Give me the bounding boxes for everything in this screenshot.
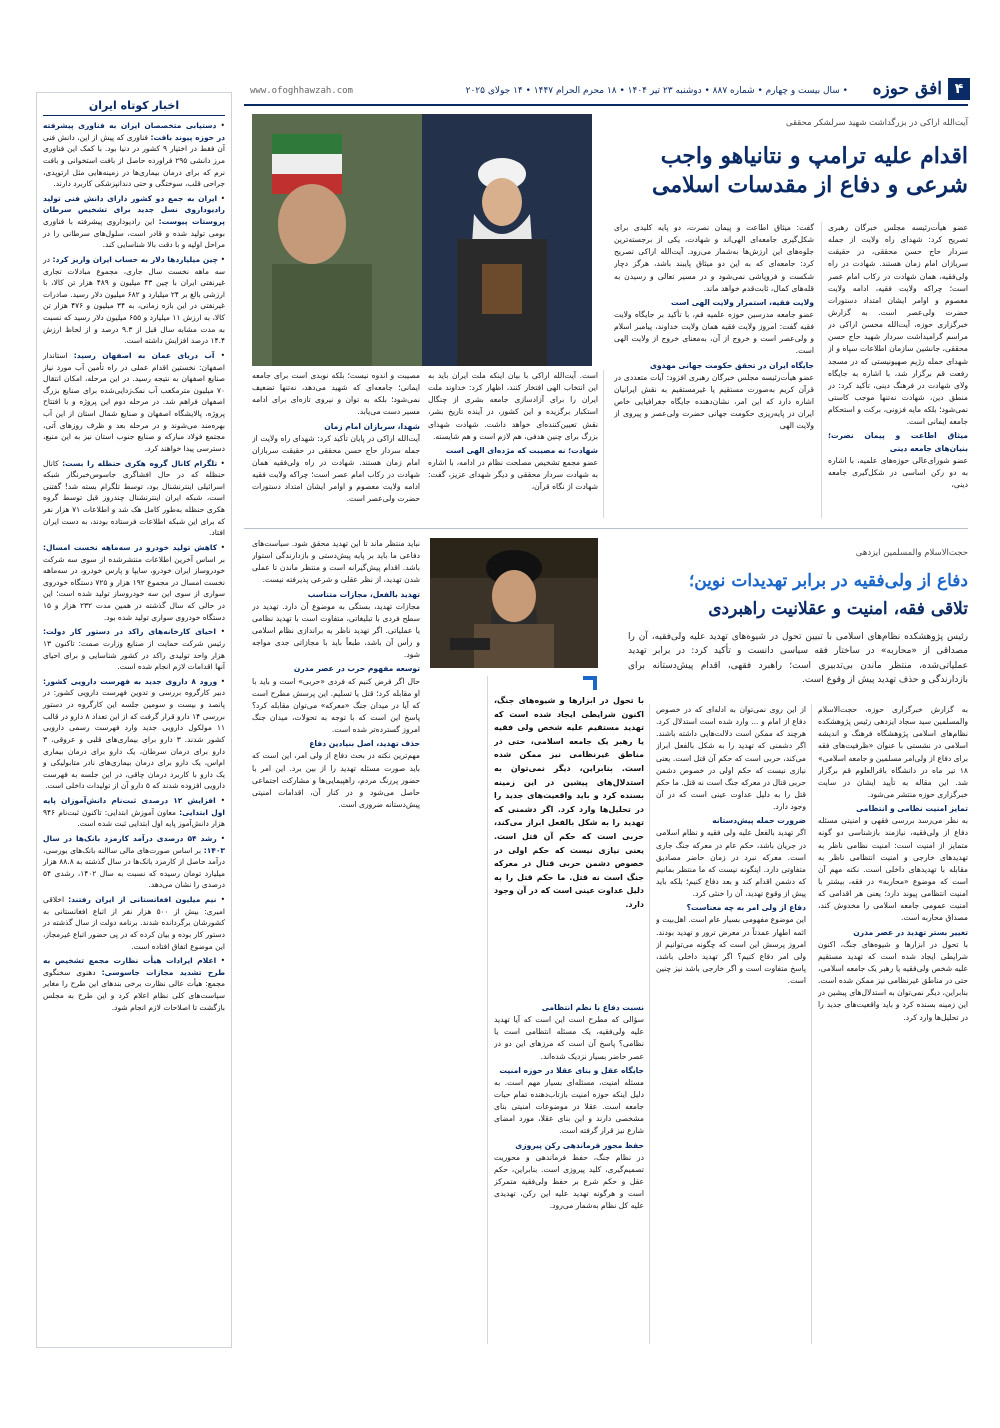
article2-colB: از این روی نمی‌توان به ادله‌ای که در خصوص دفاع از امام و ... وارد شده است استدلال کرد. هرچند که ممکن است دلالت‌هایی داشته باشند. اگر دشمنی که تهدید را به شکل بالفعل ابراز می‌کند، حربی است که حکم آن قتل است. یعنی نیازی نیست که حکم اولی در خصوص دشمن حربی قتال در معرکه جنگ است نه قتل. ما حکم قتل را به دلیل عداوت عینی است که در آن وجود دارد. ضرورت حمله پیش‌دستانه اگر تهدید بالفعل علیه ولی فقیه و نظام اسلامی در جریان باشد، حکم عام در معرکه جنگ جاری است. معرکه نبرد در زمان حاضر مصادیق متفاوتی دارد. اینگونه نیست که ما منتظر بمانیم که دشمن اقدام کند و بعد دفاع کنیم؛ بلکه باید پیش از وقوع تهدید، آن را خنثی کرد. دفاع از ولی امر به چه معناست؟ این موضوع مفهومی بسیار عام است. اهل‌بیت و ائمه اطهار عمدتاً در معرض ترور و تهدید بودند. امروز پرسش این است که چگونه می‌توانیم از ولی امر دفاع کنیم؟ اگر تهدید داخلی باشد، پاسخ متفاوت است و اگر خارجی باشد نیز چنین است. <box>656 705 806 986</box>
news-item-text: اخلاقی امیری: بیش از ۵۰۰ هزار نفر از اتباع افغانستانی به کشورشان برگردانده شدند. برنامه دولت از سال گذشته در دستور کار بوده و بیان کرده که در پی حضور اتباع غیرمجاز، این موضوع اتفاق افتاده است. <box>43 895 225 951</box>
subheading: تهدید بالفعل، مجازات متناسب <box>307 589 420 599</box>
article2-lead: رئیس پژوهشکده نظام‌های اسلامی با تبیین تحول در شیوه‌های تهدید علیه ولی‌فقیه، آن را مصداقی از «محاربه» در ساختار فقه سیاسی دانست و تأکید کرد: در برابر تهدید عملیاتی‌شده، منتظر ماندن بی‌تدبیری است؛ راهبرد فقهی، اقدام پیش‌دستانه برای بازدارندگی و حذف تهدید پیش از وقوع است. <box>628 632 968 686</box>
subheading: ضرورت حمله پیش‌دستانه <box>712 816 806 826</box>
column-divider <box>821 222 822 518</box>
article1-col3: است. آیت‌الله اراکی با بیان اینکه ملت ایران باید به این انتخاب الهی افتخار کنند، اظهار کرد: خداوند ملت ایران را برای آزادسازی جامعه بشری از چنگال استکبار برگزیده و این کشور، در آینده تاریخ بشر، نقش تعیین‌کننده‌ای خواهد داشت. شهادت شهدای بزرگ برای چنین هدفی، هم لازم است و هم شایسته. شهادت؛ نه مصیبت که مژده‌ای الهی است عضو مجمع تشخیص مصلحت نظام در ادامه، با اشاره به شهادت سردار محققی و دیگر شهدای عزیز، گفت: شهادت از نگاه قرآن، <box>428 371 598 492</box>
subheading: شهدا، سربازان امام زمان <box>324 421 420 431</box>
news-item-headline: تلگرام کانال گروه هکری حنظله را بست: <box>62 458 218 468</box>
subheading: دفاع از ولی امر به چه معناست؟ <box>686 903 806 913</box>
subheading: شهادت؛ نه مصیبت که مژده‌ای الهی است <box>445 445 598 455</box>
news-item: • نیم میلیون افغانستانی از ایران رفتند: اخلاقی امیری: بیش از ۵۰۰ هزار نفر از اتباع افغانستانی به کشورشان برگردانده شدند. برنامه دولت از سال گذشته در دستور کار بوده و بیان کرده که در پی حضور اتباع غیرمجاز، این موضوع اتفاق افتاده است. <box>43 895 225 951</box>
news-item: • احیای کارخانه‌های راکد در دستور کار دولت: رئیس شرکت حمایت از صنایع وزارت صمت: تاکنون ۱۳ هزار واحد تولیدی راکد در کشور شناسایی و برای احیای آنها اقدامات لازم انجام شده است. <box>43 627 225 672</box>
article1-photo <box>252 114 592 366</box>
sidebar-title: اخبار کوتاه ایران <box>43 99 225 116</box>
news-item-text: رئیس شرکت حمایت از صنایع وزارت صمت: تاکنون ۱۳ هزار واحد تولیدی راکد در کشور شناسایی و برای احیای آنها اقدامات لازم انجام شده است. <box>43 638 225 672</box>
news-item-text: دبیر کارگروه بررسی و تدوین فهرست دارویی کشور: در پانصد و بیست و سومین جلسه این کارگروه در دستور بررسی ۱۴ دارو قرار گرفت که از این تعداد ۸ دارو در قالب ۱۱ مولکول دارویی جدید وارد فهرست رسمی دارویی کشور شدند. ۳ دارو برای بیماری‌های قلبی و عروقی، ۳ دارو برای درمان سرطان، یک دارو برای درمان بیماری ام‌اس، یک دارو برای درمان بیماری‌های نادر متابولیکی و یک دارو با کاربرد درمان چاقی، در این جلسه به فهرست دارویی افزوده شدند که ۵ دارو آن از تولیدات داخلی است. <box>43 688 225 791</box>
article2-colD: نباید منتظر ماند تا این تهدید محقق شود. سیاست‌های دفاعی ما باید بر پایه پیش‌دستی و بازدارندگی استوار باشد. اقدام پیش‌گیرانه است و منتظر ماندن تا عملی شدن تهدید، از نظر عقلی و شرعی پذیرفته نیست. تهدید بالفعل، مجازات متناسب مجازات تهدید، بستگی به موضوع آن دارد. تهدید در سطح فردی با تبلیغاتی، متفاوت است با تهدید نظامی یا عملیاتی. اگر تهدید ناظر به براندازی نظام اسلامی و رأس آن باشد، طبعاً باید با مجازاتی جدی مواجه شود. توسعه مفهوم حرب در عصر مدرن حال اگر فرض کنیم که فردی «حربی» است و باید با او مقابله کرد؛ قتل یا تسلیم. این پرسش مطرح است که آیا در میدان جنگ «معرکه» می‌توان مقابله کرد؟ پاسخ این است که با توجه به تحولات، میدان جنگ امروز گسترده‌تر شده است. حذف تهدید، اصل بنیادین دفاع مهم‌ترین نکته در بحث دفاع از ولی امر، این است که باید صورت مسئله تهدید را از بین برد. این امر با حضور پررنگ مردم، راهپیمایی‌ها و مشارکت اجتماعی حاصل می‌شود و در کنار آن، اقدامات امنیتی پیش‌دستانه ضروری است. <box>252 539 420 809</box>
news-item-headline: ورود ۸ داروی جدید به فهرست دارویی کشور: <box>43 676 218 686</box>
news-item-text: فناوری که پیش از این، دانش فنی آن فقط در اختیار ۹ کشور در دنیا بود. با کمک این فناوری مرز دانشی ۲۹۵ فراورده حاصل از بافت استخوانی و بافت نرم که برای درمان بیماری‌ها در زمینه‌هایی مثل ارتوپدی، جراحی قلب، سوختگی و حتی دندانپزشکی کاربرد دارند. <box>43 132 225 189</box>
brand-name: افق حوزه <box>872 79 942 99</box>
article2-headline1: دفاع از ولی‌فقیه در برابر تهدیدات نوین؛ <box>688 571 968 591</box>
article2-pull-quote: با تحول در ابزارها و شیوه‌های جنگ، اکنون شرایطی ایجاد شده است که تهدید مستقیم علیه شخص ولی فقیه یا رهبر یک جامعه اسلامی، حتی در مناطق غیرنظامی نیز ممکن شده است. بنابراین، دیگر نمی‌توان به استدلال‌های پیشین در این زمینه بسنده کرد و باید واقعیت‌های جدید را در تحلیل‌ها وارد کرد. اگر دشمنی که تهدید را به شکل بالفعل ابراز می‌کند، حربی است که حکم آن قتل است. یعنی نیازی نیست که حکم اولی در خصوص دشمن حربی قتال در معرکه جنگ است نه قتل. ما حکم قتل را به دلیل عداوت عینی است که در آن وجود دارد. <box>494 696 644 909</box>
page-number: ۴ <box>948 78 970 100</box>
news-item: • افزایش ۱۲ درصدی ثبت‌نام دانش‌آموزان پایه اول ابتدایی: معاون آموزش ابتدایی: تاکنون ثبت‌نام ۹۴۶ هزار دانش‌آموز پایه اول ابتدایی ثبت شده است. <box>43 796 226 829</box>
news-item-headline: ایران به جمع دو کشور دارای دانش فنی تولید رادیوداروی نسل جدید برای تشخیص سرطان پروستات پیوست: <box>43 193 225 226</box>
news-item-text: بر اساس آخرین اطلاعات منتشرشده از سوی سه شرکت خودروساز ایران خودرو، سایپا و پارس خودرو، در سه‌ماهه نخست امسال در مجموع ۱۹۲ هزار و ۷۲۵ دستگاه خودروی سواری از سوی این سه خودروساز تولید شده است؛ این در حالی که سال گذشته در همین مدت ۲۳۲ هزار و ۱۵ دستگاه خودروی سواری تولید شده بود. <box>43 554 226 622</box>
column-divider <box>649 704 650 1344</box>
subheading: تغییر بستر تهدید در عصر مدرن <box>853 927 968 937</box>
news-item: • کاهش تولید خودرو در سه‌ماهه نخست امسال: بر اساس آخرین اطلاعات منتشرشده از سوی سه شرکت خودروساز ایران خودرو، سایپا و پارس خودرو، در سه‌ماهه نخست امسال در مجموع ۱۹۲ هزار و ۷۲۵ دستگاه خودروی سواری از سوی این سه خودروساز تولید شده است؛ این در حالی که سال گذشته در همین مدت ۲۳۲ هزار و ۱۵ دستگاه خودروی سواری تولید شده بود. <box>43 542 226 622</box>
article2-colC: نسبت دفاع با نظم انتظامی سؤالی که مطرح است این است که آیا تهدید علیه ولی‌فقیه، یک مسئله انتظامی است یا نظامی؟ پاسخ آن است که مرزهای این دو در عصر حاضر بسیار نزدیک شده‌اند. جایگاه عقل و بنای عقلا در حوزه امنیت مسئله امنیت، مسئله‌ای بسیار مهم است. به دلیل اینکه حوزه امنیت بازتاب‌دهنده تمام حیات جامعه است. عقلا در موضوعات امنیتی بنای مشخصی دارند و این بنای عقلا، مورد امضای شارع نیز قرار گرفته است. حفظ محور فرماندهی رکن پیروزی در نظام جنگ، حفظ فرماندهی و محوریت تصمیم‌گیری، کلید پیروزی است. بنابراین، حکم عقل و حکم شرع بر حفظ ولی‌فقیه متمرکز است و هرگونه تهدید علیه این رکن، تهدیدی علیه کل نظام به‌شمار می‌رود. <box>494 1003 644 1211</box>
sidebar-items <box>43 120 225 1013</box>
subheading: میثاق اطاعت و پیمان نصرت؛ بنیان‌های جامعه دینی <box>828 431 968 453</box>
news-item: • چین میلیاردها دلار به حساب ایران واریز کرد: در سه ماهه نخست سال جاری، مجموع مبادلات تجاری غیرنفتی ایران با چین ۴۳ میلیون و ۴۸۹ هزار تن کالا، با ارزشی بالغ بر ۲۴ میلیارد و ۶۸۲ میلیون دلار رسید. صادرات غیرنفتی در این بازه زمانی، به ۳۴ میلیون و ۴۷۶ هزار تن کالا، به ارزش ۱۱ میلیارد و ۶۵۵ میلیون دلار رسید که نسبت به مدت مشابه سال قبل از ۹.۳ درصد و از لحاظ ارزش ۱۴.۴ درصد افزایش داشته است. <box>43 254 226 346</box>
news-item-text: دهنوی سخنگوی مجمع: هیأت عالی نظارت برخی بندهای این طرح را مغایر سیاست‌های کلی نظام اعلام کرد و این طرح به مجلس بازگشت تا اصلاحات لازم انجام شود. <box>43 967 225 1012</box>
article1-col4: مصیبت و اندوه نیست؛ بلکه نوبدی است برای جامعه ایمانی؛ جامعه‌ای که شهید می‌دهد، نه‌تنها تضعیف نمی‌شود؛ بلکه به توان و نیروی تازه‌ای برای ادامه مسیر دست می‌یابد. شهدا، سربازان امام زمان آیت‌الله اراکی در پایان تأکید کرد: شهدای راه ولایت از جمله سردار حاج حسن محققی در حقیقت سربازان امام زمان هستند. شهادت در راه ولی‌فقیه همان شهادت در رکاب امام عصر است؛ چراکه ولایت فقیه ادامه ولایت معصوم و اوامر ایشان امتداد دستورات حضرت ولی‌عصر است. <box>252 371 420 504</box>
article2-headline2: تلاقی فقه، امنیت و عقلانیت راهبردی <box>708 599 968 619</box>
news-item: • دستیابی متخصصان ایران به فناوری پیشرفته در حوزه پیوند بافت: فناوری که پیش از این، دانش فنی آن فقط در اختیار ۹ کشور در دنیا بود. با کمک این فناوری مرز دانشی ۲۹۵ فراورده حاصل از بافت استخوانی و بافت نرم که برای درمان بیماری‌ها در زمینه‌هایی مثل ارتوپدی، جراحی قلب، سوختگی و حتی دندانپزشکی کاربرد دارند. <box>43 121 225 189</box>
news-item-headline: احیای کارخانه‌های راکد در دستور کار دولت: <box>43 627 216 637</box>
news-item-text: بر اساس صورت‌های مالی ساالنه بانک‌های بورسی، درآمد حاصل از کارمزد بانک‌ها در سال گذشته به ۸۸.۸ هزار میلیارد تومان رسیده که نسبت به سال ۱۴۰۲، رشدی ۵۴ درصدی را نشان می‌دهد. <box>43 845 225 890</box>
brand-logo <box>873 74 970 104</box>
news-item-headline: آب دریای عمان به اصفهان رسید: <box>73 350 215 360</box>
quote-mark <box>583 676 597 690</box>
column-divider <box>487 676 488 1344</box>
subheading: حفظ محور فرماندهی رکن پیروزی <box>515 1140 644 1150</box>
news-item: • اعلام ایرادات هیأت نظارت مجمع تشخیص به طرح تشدید مجازات جاسوسی: دهنوی سخنگوی مجمع: هیأت عالی نظارت برخی بندهای این طرح را مغایر سیاست‌های کلی نظام اعلام کرد و این طرح به مجلس بازگشت تا اصلاحات لازم انجام شود. <box>43 956 226 1012</box>
subheading: جایگاه عقل و بنای عقلا در حوزه امنیت <box>499 1065 644 1075</box>
subheading: تمایز امنیت نظامی و انتظامی <box>856 804 968 814</box>
subheading: ولایت فقیه، استمرار ولایت الهی است <box>671 297 814 307</box>
subheading: حذف تهدید، اصل بنیادین دفاع <box>309 739 420 749</box>
article1-kicker: آیت‌الله اراکی در بزرگداشت شهید سرلشکر محققی <box>785 118 968 128</box>
article2-photo <box>430 538 598 668</box>
news-item-headline: چین میلیاردها دلار به حساب ایران واریز کرد: <box>52 254 219 264</box>
article1-col2: گفت: میثاق اطاعت و پیمان نصرت، دو پایه کلیدی برای شکل‌گیری جامعه‌ای الهی‌اند و شهادت، یکی از برجسته‌ترین جلوه‌های این ارزش‌ها به‌شمار می‌رود. آیت‌الله اراکی تصریح کرد: جامعه‌ای که به این دو میثاق پایبند باشد، هرگز دچار شکست و فروپاشی نمی‌شود و در مسیر تعالی و رسیدن به قله‌های کمال، ثابت‌قدم خواهد ماند. ولایت فقیه، استمرار ولایت الهی است عضو جامعه مدرسین حوزه علمیه قم، با تأکید بر جایگاه ولایت فقیه گفت: امروز ولایت فقیه همان ولایت خداوند، پیامبر اسلام و ولی‌عصر است و خروج از آن، به‌معنای خروج از ولایت الهی است. جایگاه ایران در تحقق حکومت جهانی مهدوی عضو هیأت‌رئیسه مجلس خبرگان رهبری افزود: آیات متعددی در قرآن کریم به‌صورت مستقیم یا غیرمستقیم به نقش ایرانیان اشاره دارد که این امر، نشان‌دهنده جایگاه جغرافیایی خاص ایران در پایه‌ریزی حکومت جهانی حضرت ولی‌عصر و پیروی از ولایت الهی <box>614 223 814 431</box>
news-item: • رشد ۵۴ درصدی درآمد کارمزد بانک‌ها در سال ۱۴۰۳: بر اساس صورت‌های مالی ساالنه بانک‌های بورسی، درآمد حاصل از کارمزد بانک‌ها در سال گذشته به ۸۸.۸ هزار میلیارد تومان رسیده که نسبت به سال ۱۴۰۲، رشدی ۵۴ درصدی را نشان می‌دهد. <box>43 833 226 890</box>
article1-col1: عضو هیأت‌رئیسه مجلس خبرگان رهبری تصریح کرد: شهدای راه ولایت از جمله سردار حاج حسن محققی، در حقیقت سربازان امام زمان هستند. شهادت در راه ولی‌فقیه، همان شهادت در رکاب امام عصر است؛ چراکه ولایت فقیه، ادامه ولایت معصوم و اوامر ایشان امتداد دستورات حضرت ولی‌عصر است. به گزارش خبرگزاری حوزه، آیت‌الله محسن اراکی در مراسم گرامیداشت سردار شهید حاج حسن محققی، جانشین سازمان اطلاعات سپاه و از شهدای حمله رژیم صهیونیستی که در مسجد رفعت قم برگزار شد، با اشاره به جایگاه ولای شهادت در فرهنگ دینی، تأکید کرد: در منطق دین، شهادت نه‌تنها موجب کاستی نمی‌شود؛ بلکه مایه فزونی، برکت و استحکام جامعه ایمانی است. میثاق اطاعت و پیمان نصرت؛ بنیان‌های جامعه دینی عضو شورای‌عالی حوزه‌های علمیه، با اشاره به دو رکن اساسی در شکل‌گیری جامعه دینی، <box>828 223 968 489</box>
column-divider <box>811 704 812 1344</box>
news-item: • تلگرام کانال گروه هکری حنظله را بست: کانال حنظله که در حال افشاگری جاسوس‌خبرنگار شبکه اسرائیلی اینترنشنال بود، توسط تلگرام بسته شد! گفتنی است، شبکه ایران اینترنشنال چندروز قبل توسط گروه هکری حنظله به‌طور کامل هک شد و اطلاعات ۷۱ هزار نفر که برای این شبکه اطلاعات فرستاده بودند، به دست ایران افتاد. <box>43 458 225 538</box>
subheading: جایگاه ایران در تحقق حکومت جهانی مهدوی <box>650 360 814 370</box>
news-item: • آب دریای عمان به اصفهان رسید: استاندار اصفهان: نخستین اقدام عملی در راه تأمین آب مورد نیاز صنایع اصفهان به نتیجه رسید. در این مرحله، امکان انتقال ۷۰ میلیون مترمکعب آب نمک‌زدایی‌شده برای صنایع بزرگ اصفهان فراهم شد. در مرحله دوم این پروژه و با افتتاح پروژه، پالایشگاه اصفهان و صنایع شمال استان از این آب بهره‌مند می‌شوند و در مرحله بعد و ظرف روزهای آتی، مجتمع فولاد مبارکه و صنایع جنوب استان نیز به این منبع، دسترسی پیدا خواهند کرد. <box>43 350 226 453</box>
news-item-headline: دستیابی متخصصان ایران به فناوری پیشرفته در حوزه پیوند بافت: <box>43 121 225 142</box>
news-item-headline: رشد ۵۴ درصدی درآمد کارمزد بانک‌ها در سال ۱۴۰۳: <box>43 833 226 855</box>
news-item-text: معاون آموزش ابتدایی: تاکنون ثبت‌نام ۹۴۶ هزار دانش‌آموز پایه اول ابتدایی ثبت شده است. <box>43 807 225 829</box>
article2-kicker: حجت‌الاسلام والمسلمین ایزدهی <box>855 548 968 558</box>
news-item-text: در سه ماهه نخست سال جاری، مجموع مبادلات تجاری غیرنفتی ایران با چین ۴۳ میلیون و ۴۸۹ هزار تن کالا، با ارزشی بالغ بر ۲۴ میلیارد و ۶۸۲ میلیون دلار رسید. صادرات غیرنفتی در این بازه زمانی، به ۳۴ میلیون و ۴۷۶ هزار تن کالا، به ارزش ۱۱ میلیارد و ۶۵۵ میلیون دلار رسید که نسبت به مدت مشابه سال قبل از ۹.۳ درصد و از لحاظ ارزش ۱۴.۴ درصد افزایش داشته است. <box>43 254 226 346</box>
news-item-text: این رادیوداروی پیشرفته با فناوری بومی تولید شده و قادر است، سلول‌های سرطانی را در مراحل اولیه و با دقت بالا شناسایی کند. <box>43 217 225 250</box>
masthead <box>244 78 968 106</box>
news-item-headline: اعلام ایرادات هیأت نظارت مجمع تشخیص به طرح تشدید مجازات جاسوسی: <box>43 956 226 977</box>
issue-line: • سال بیست و چهارم • شماره ۸۸۷ • دوشنبه ۲۳ تیر ۱۴۰۴ • ۱۸ محرم الحرام ۱۴۴۷ • ۱۴ جولای ۲۰۲۵ <box>465 86 848 96</box>
news-item: • ایران به جمع دو کشور دارای دانش فنی تولید رادیوداروی نسل جدید برای تشخیص سرطان پروستات پیوست: این رادیوداروی پیشرفته با فناوری بومی تولید شده و قادر است، سلول‌های سرطانی را در مراحل اولیه و با دقت بالا شناسایی کند. <box>43 193 225 250</box>
article2-colA: به گزارش خبرگزاری حوزه، حجت‌الاسلام والمسلمین سید سجاد ایزدهی رئیس پژوهشکده نظام‌های اسلامی پژوهشگاه فرهنگ و اندیشه اسلامی در نشستی با عنوان «ظرفیت‌های فقه برای دفاع از ولی‌امر مسلمین و جامعه اسلامی» ۱۸ تیر ماه در دانشگاه باقرالعلوم قم برگزار شد. این مقاله به تأیید ایشان در سایت خبرگزاری حوزه منتشر می‌شود. تمایز امنیت نظامی و انتظامی به نظر می‌رسد بررسی فقهی و امنیتی مسئله دفاع از ولی‌فقیه، نیازمند بازشناسی دو گونه متمایز از امنیت است: امنیت نظامی ناظر به تهدیدهای خارجی و امنیت انتظامی ناظر به مقابله با تهدیدهای داخلی است. نکته مهم آن است که موضوع «محاربه» در فقه، بیشتر با امنیت انتظامی پیوند دارد؛ یعنی هر اقدامی که امنیت عمومی جامعه اسلامی را مخدوش کند، مصداق محاربه است. تغییر بستر تهدید در عصر مدرن با تحول در ابزارها و شیوه‌های جنگ، اکنون شرایطی ایجاد شده است که تهدید مستقیم علیه شخص ولی‌فقیه یا رهبر یک جامعه اسلامی، حتی در مناطق غیرنظامی نیز ممکن شده است. بنابراین، دیگر نمی‌توان به استدلال‌های پیشین در این زمینه بسنده کرد و باید واقعیت‌های جدید را در تحلیل‌ها وارد کرد. <box>818 705 968 1022</box>
news-item: • ورود ۸ داروی جدید به فهرست دارویی کشور: دبیر کارگروه بررسی و تدوین فهرست دارویی کشور: در پانصد و بیست و سومین جلسه این کارگروه در دستور بررسی ۱۴ دارو قرار گرفت که از این تعداد ۸ دارو در قالب ۱۱ مولکول دارویی جدید وارد فهرست رسمی دارویی کشور شدند. ۳ دارو برای بیماری‌های قلبی و عروقی، ۳ دارو برای درمان سرطان، یک دارو برای درمان بیماری ام‌اس، یک دارو برای درمان بیماری‌های نادر متابولیکی و یک دارو با کاربرد درمان چاقی، در این جلسه به فهرست دارویی افزوده شدند که ۵ دارو آن از تولیدات داخلی است. <box>43 676 225 791</box>
sidebar-short-news <box>36 92 232 1348</box>
article1-headline: اقدام علیه ترامپ و نتانیاهو واجب شرعی و دفاع از مقدسات اسلامی <box>652 143 968 198</box>
column-divider <box>603 370 604 518</box>
news-item-headline: نیم میلیون افغانستانی از ایران رفتند: <box>68 895 217 904</box>
section-divider <box>244 528 968 529</box>
news-item-headline: کاهش تولید خودرو در سه‌ماهه نخست امسال: <box>43 542 218 552</box>
news-item-headline: افزایش ۱۲ درصدی ثبت‌نام دانش‌آموزان پایه اول ابتدایی: <box>43 796 225 817</box>
site-url: www.ofoghhawzah.com <box>250 86 353 96</box>
subheading: نسبت دفاع با نظم انتظامی <box>541 1003 644 1012</box>
news-item-text: کانال حنظله که در حال افشاگری جاسوس‌خبرنگار شبکه اسرائیلی اینترنشنال بود، توسط تلگرام بسته شد! گفتنی است، شبکه ایران اینترنشنال چندروز قبل توسط گروه هکری حنظله به‌طور کامل هک شد و اطلاعات ۷۱ هزار نفر که برای این شبکه اطلاعات فرستاده بودند، به دست ایران افتاد. <box>43 458 225 538</box>
subheading: توسعه مفهوم حرب در عصر مدرن <box>293 664 420 674</box>
news-item-text: استاندار اصفهان: نخستین اقدام عملی در راه تأمین آب مورد نیاز صنایع اصفهان به نتیجه رسید. در این مرحله، امکان انتقال ۷۰ میلیون مترمکعب آب نمک‌زدایی‌شده برای صنایع بزرگ اصفهان فراهم شد. در مرحله دوم این پروژه و با افتتاح پروژه، پالایشگاه اصفهان و صنایع شمال استان از این آب بهره‌مند می‌شوند و در مرحله بعد و ظرف روزهای آتی، مجتمع فولاد مبارکه و صنایع جنوب استان نیز به این منبع، دسترسی پیدا خواهند کرد. <box>43 350 225 453</box>
